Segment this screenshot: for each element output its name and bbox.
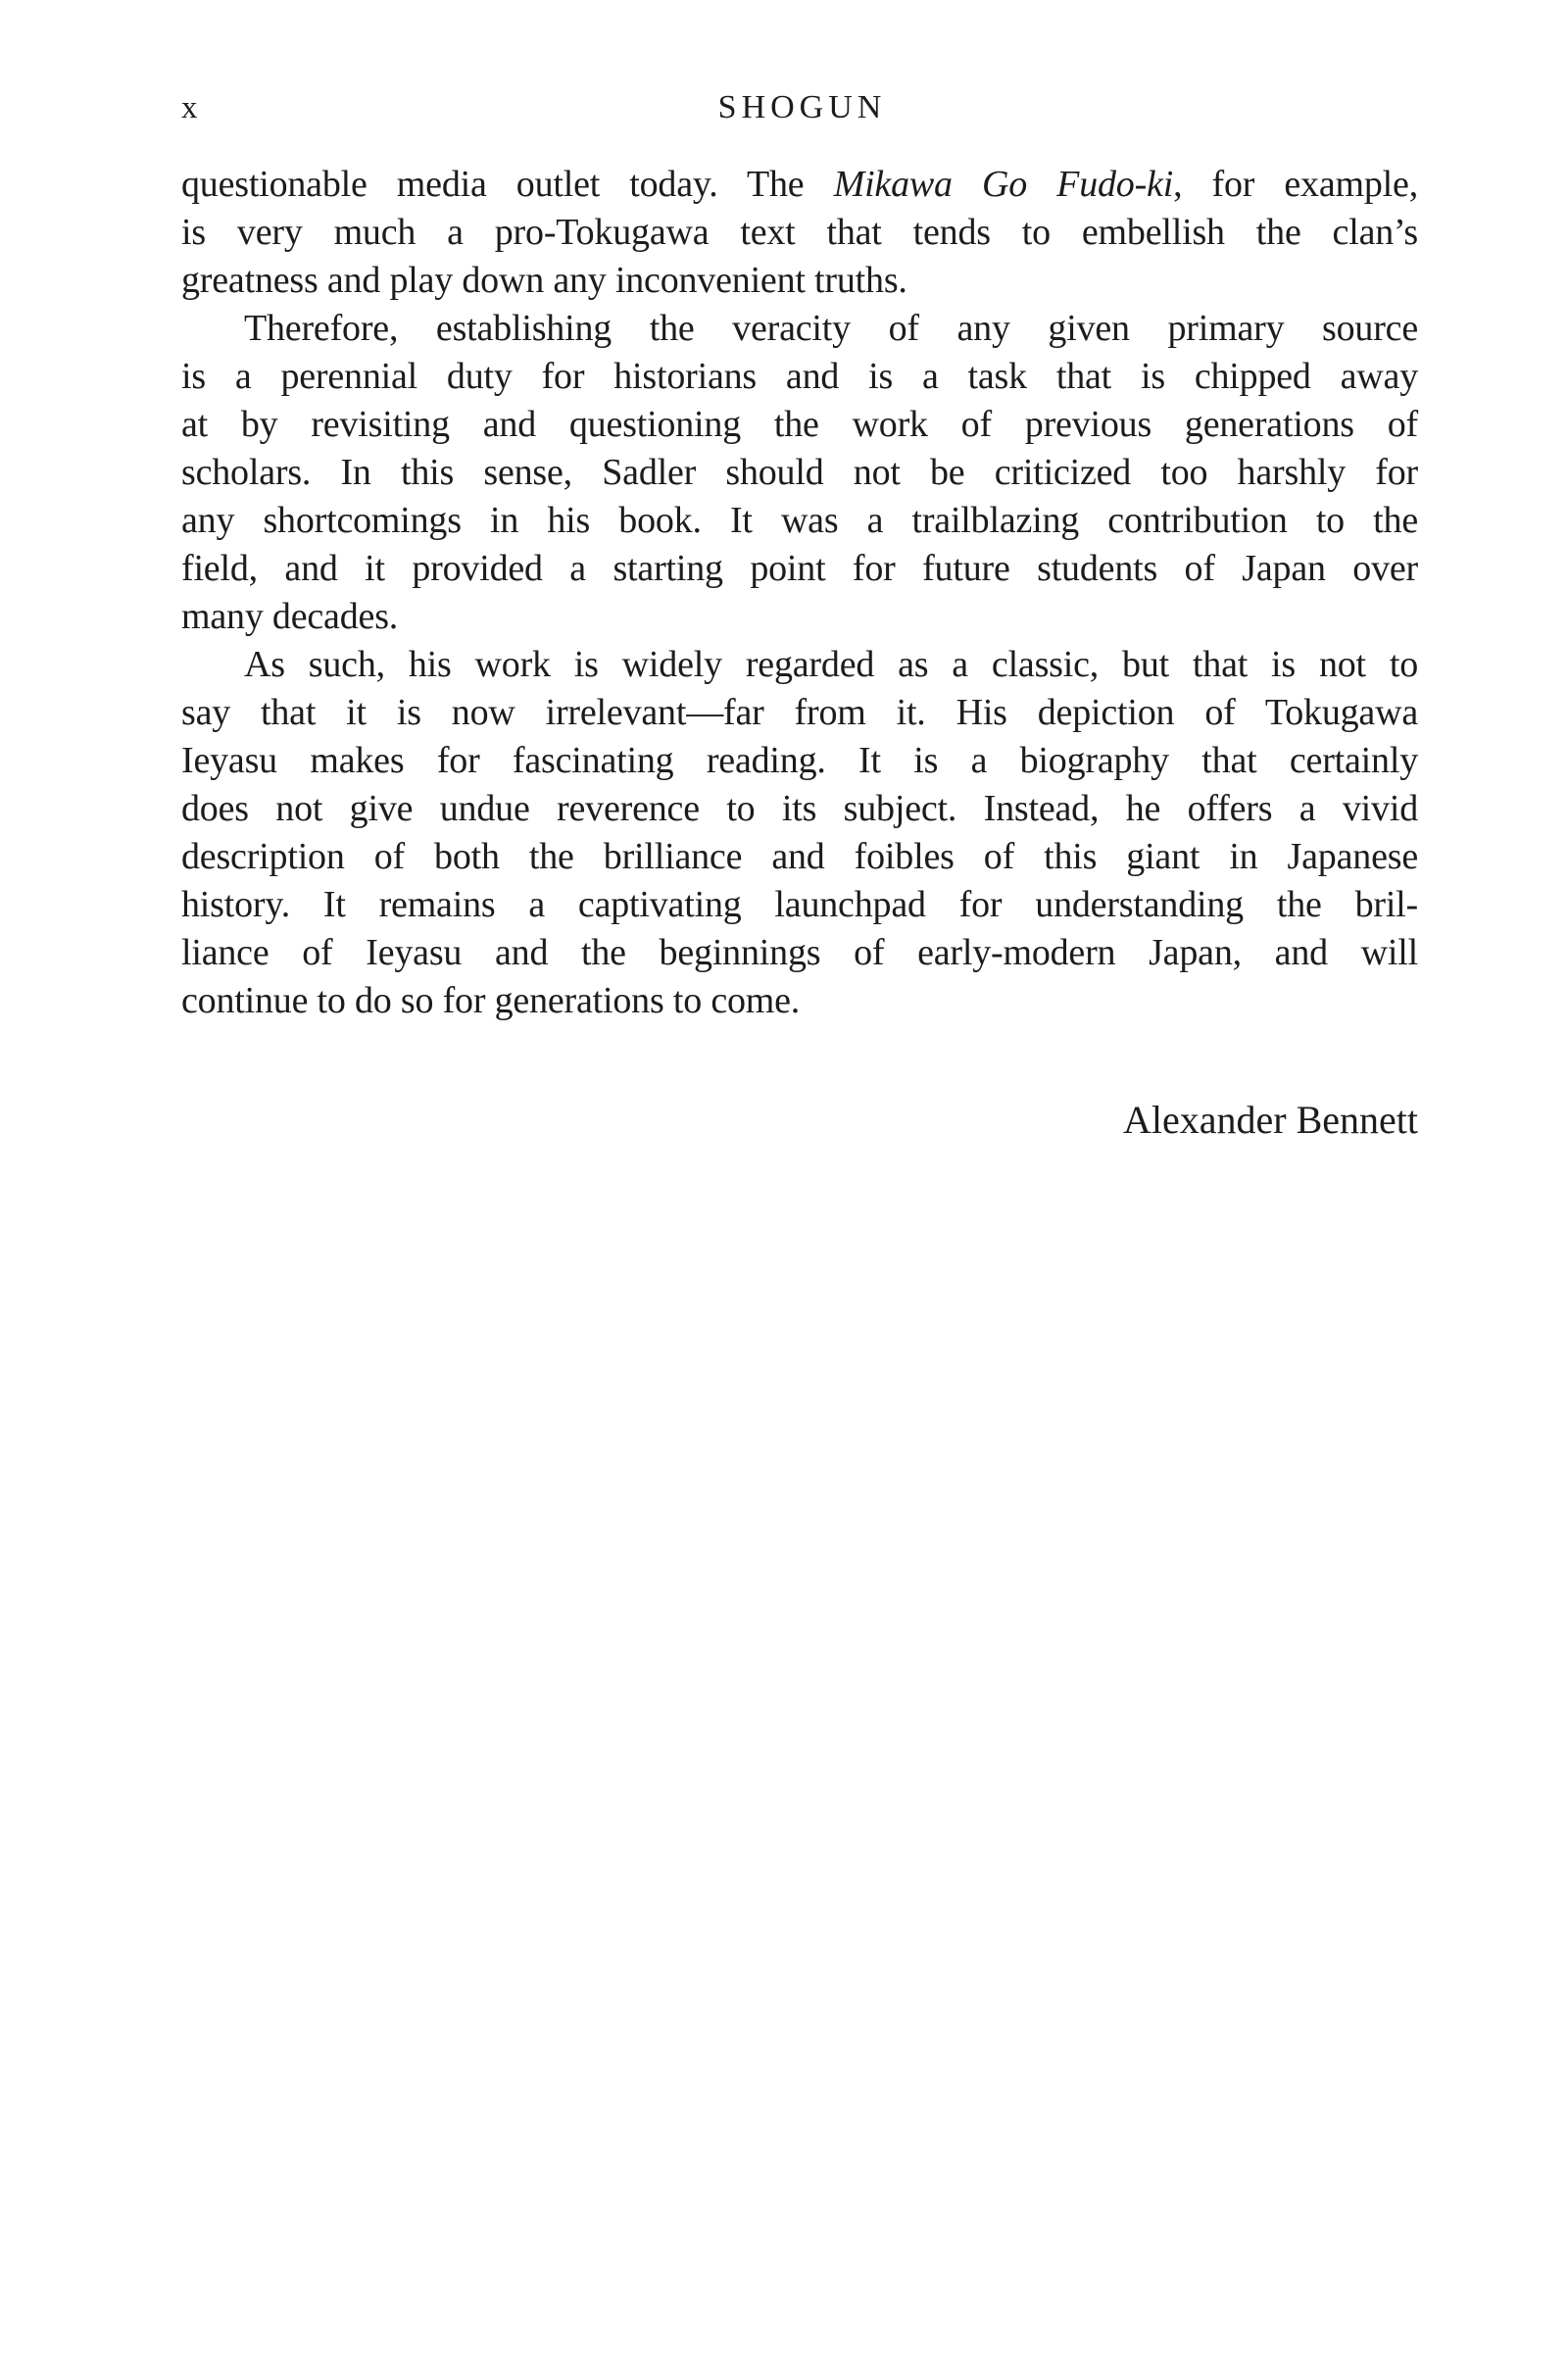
text-segment: many decades. [181, 596, 399, 637]
text-segment: is very much a pro-Tokugawa text that tends to embellish the clan’s [181, 212, 1418, 253]
paragraph [181, 641, 1418, 1025]
text-segment: does not give undue reverence to its subject. Instead, he offers a vivid [181, 788, 1418, 829]
text-line [181, 257, 1418, 305]
text-line [181, 785, 1418, 833]
text-segment: Therefore, establishing the veracity of any given primary source [244, 308, 1418, 349]
text-segment: description of both the brilliance and foibles of this giant in Japanese [181, 836, 1418, 877]
text-line [181, 593, 1418, 641]
text-line [181, 161, 1418, 209]
text-line [181, 497, 1418, 545]
running-head-title: SHOGUN [717, 89, 887, 125]
text-segment: any shortcomings in his book. It was a trailblazing contribution to the [181, 500, 1418, 541]
text-segment: scholars. In this sense, Sadler should not be criticized too harshly for [181, 452, 1418, 493]
text-segment: Ieyasu makes for fascinating reading. It is a biography that certainly [181, 740, 1418, 781]
text-line [181, 401, 1418, 449]
text-line [181, 641, 1418, 689]
paragraph [181, 161, 1418, 305]
text-segment: at by revisiting and questioning the work of previous generations of [181, 404, 1418, 445]
text-line [181, 689, 1418, 737]
text-segment: is a perennial duty for historians and is a task that is chipped away [181, 356, 1418, 397]
text-segment: questionable media outlet today. The [181, 164, 834, 205]
body-text [181, 161, 1418, 1025]
text-segment: field, and it provided a starting point for future students of Japan over [181, 548, 1418, 589]
text-segment: greatness and play down any inconvenient truths. [181, 260, 907, 301]
page-number: x [181, 90, 198, 125]
signature: Alexander Bennett [1123, 1098, 1418, 1142]
text-line [181, 305, 1418, 353]
paragraph [181, 305, 1418, 641]
text-line [181, 737, 1418, 785]
text-segment: , for example, [1173, 164, 1418, 205]
text-line [181, 209, 1418, 257]
text-segment: liance of Ieyasu and the beginnings of early-modern Japan, and will [181, 932, 1418, 973]
text-line [181, 977, 1418, 1025]
text-line [181, 929, 1418, 977]
text-line [181, 833, 1418, 881]
text-line [181, 881, 1418, 929]
text-segment: As such, his work is widely regarded as a classic, but that is not to [244, 644, 1418, 685]
text-segment: say that it is now irrelevant—far from it. His depiction of Tokugawa [181, 692, 1418, 733]
running-header [181, 86, 1418, 129]
book-title-italic: Mikawa Go Fudo-ki [833, 164, 1174, 205]
text-segment: history. It remains a captivating launchpad for understanding the bril- [181, 884, 1418, 925]
text-line [181, 449, 1418, 497]
text-line [181, 353, 1418, 401]
text-line [181, 545, 1418, 593]
text-segment: continue to do so for generations to come. [181, 980, 801, 1021]
